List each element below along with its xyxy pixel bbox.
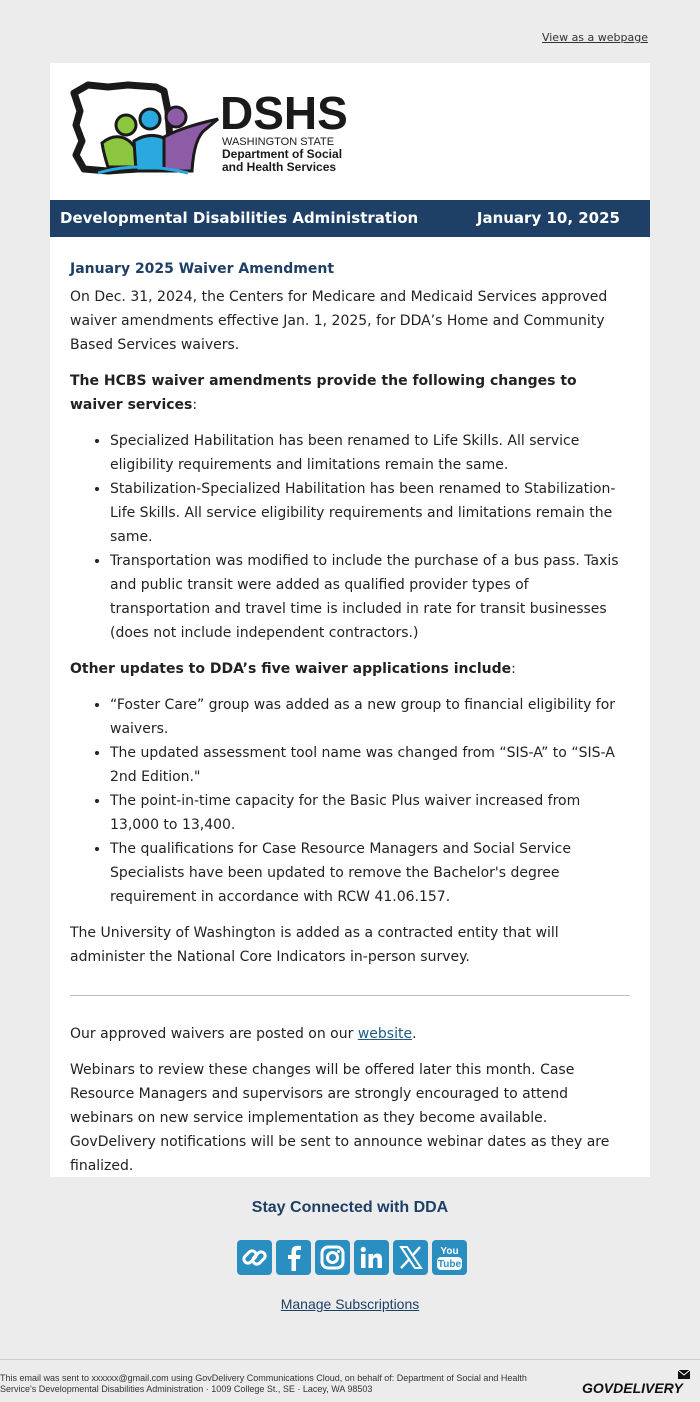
dshs-logo: [68, 81, 353, 181]
other-list: [70, 693, 630, 909]
linkedin-icon[interactable]: [354, 1240, 389, 1275]
logo-line3: and Health Services: [222, 160, 337, 174]
footer-text: This email was sent to xxxxxx@gmail.com using GovDelivery Communications Cloud, on behalf of: Department of Social and Health Service's Developmental Disabilities Administration · 1009 College St., SE · Lacey, WA 98503: [0, 1373, 527, 1394]
youtube-icon[interactable]: [432, 1240, 467, 1275]
logo-line2: Department of Social: [222, 147, 343, 161]
list-item: • The qualifications for Case Resource Managers and Social Service Specialists have been updated to remove the Bachelor's degree requirement in accordance with RCW 41.06.157.: [110, 837, 630, 909]
govdelivery-wordmark: GOVDELIVERY: [582, 1380, 683, 1396]
hcbs-list: [70, 429, 630, 645]
email-card: [50, 63, 650, 1177]
list-item: • Stabilization-Specialized Habilitation has been renamed to Stabilization-Life Skills. All service eligibility requirements and limitations remain the same.: [110, 477, 630, 549]
youtube-top-text: You: [440, 1246, 459, 1257]
social-icons: [237, 1240, 467, 1276]
divider: [70, 995, 630, 996]
hcbs-heading: The HCBS waiver amendments provide the following changes to waiver services: [70, 373, 577, 413]
logo-line1: WASHINGTON STATE: [222, 136, 335, 148]
article-body: [70, 249, 630, 1190]
waivers-suffix: .: [412, 1026, 417, 1042]
facebook-icon[interactable]: [276, 1240, 311, 1275]
uw-paragraph: The University of Washington is added as a contracted entity that will administer the National Core Indicators in-person survey.: [70, 925, 559, 965]
list-item: • The updated assessment tool name was changed from “SIS-A” to “SIS-A 2nd Edition.": [110, 741, 630, 789]
list-item: • Transportation was modified to include the purchase of a bus pass. Taxis and public transit were added as qualified provider types of transportation and travel time is included in rate for transit businesses (does not include independent contractors.): [110, 549, 630, 645]
manage-subscriptions-link[interactable]: Manage Subscriptions: [280, 1296, 420, 1312]
x-icon[interactable]: [393, 1240, 428, 1275]
instagram-icon[interactable]: [315, 1240, 350, 1275]
logo-acronym: DSHS: [220, 87, 348, 139]
webinars-paragraph: Webinars to review these changes will be offered later this month. Case Resource Managers and supervisors are strongly encouraged to attend webinars on new service implementation as they become available. GovDelivery notifications will be sent to announce webinar dates as they are finalized.: [70, 1062, 610, 1174]
website-link[interactable]: website: [357, 1026, 413, 1042]
view-as-webpage-link[interactable]: View as a webpage: [541, 31, 648, 44]
other-heading: Other updates to DDA’s five waiver applications include: [70, 661, 512, 677]
banner-org: Developmental Disabilities Administration: [60, 209, 419, 227]
govdelivery-logo: [582, 1368, 692, 1398]
waivers-prefix: Our approved waivers are posted on our: [70, 1026, 358, 1042]
list-item: • “Foster Care” group was added as a new group to financial eligibility for waivers.: [110, 693, 630, 741]
youtube-bottom-text: Tube: [437, 1259, 462, 1270]
article-title: January 2025 Waiver Amendment: [70, 261, 335, 277]
list-item: • Specialized Habilitation has been renamed to Life Skills. All service eligibility requirements and limitations remain the same.: [110, 429, 630, 477]
link-icon[interactable]: [237, 1240, 272, 1275]
hcbs-heading-paragraph: The HCBS waiver amendments provide the following changes to waiver services:: [70, 373, 577, 413]
waivers-paragraph: [70, 1022, 630, 1046]
intro-paragraph: On Dec. 31, 2024, the Centers for Medicare and Medicaid Services approved waiver amendments effective Jan. 1, 2025, for DDA’s Home and Community Based Services waivers.: [70, 289, 608, 353]
stay-connected-title: Stay Connected with DDA: [251, 1199, 449, 1216]
header-banner: [50, 200, 650, 237]
other-heading-paragraph: Other updates to DDA’s five waiver applications include:: [70, 661, 516, 677]
footer-divider: [0, 1359, 700, 1360]
list-item: • The point-in-time capacity for the Basic Plus waiver increased from 13,000 to 13,400.: [110, 789, 630, 837]
banner-date: January 10, 2025: [476, 209, 620, 227]
